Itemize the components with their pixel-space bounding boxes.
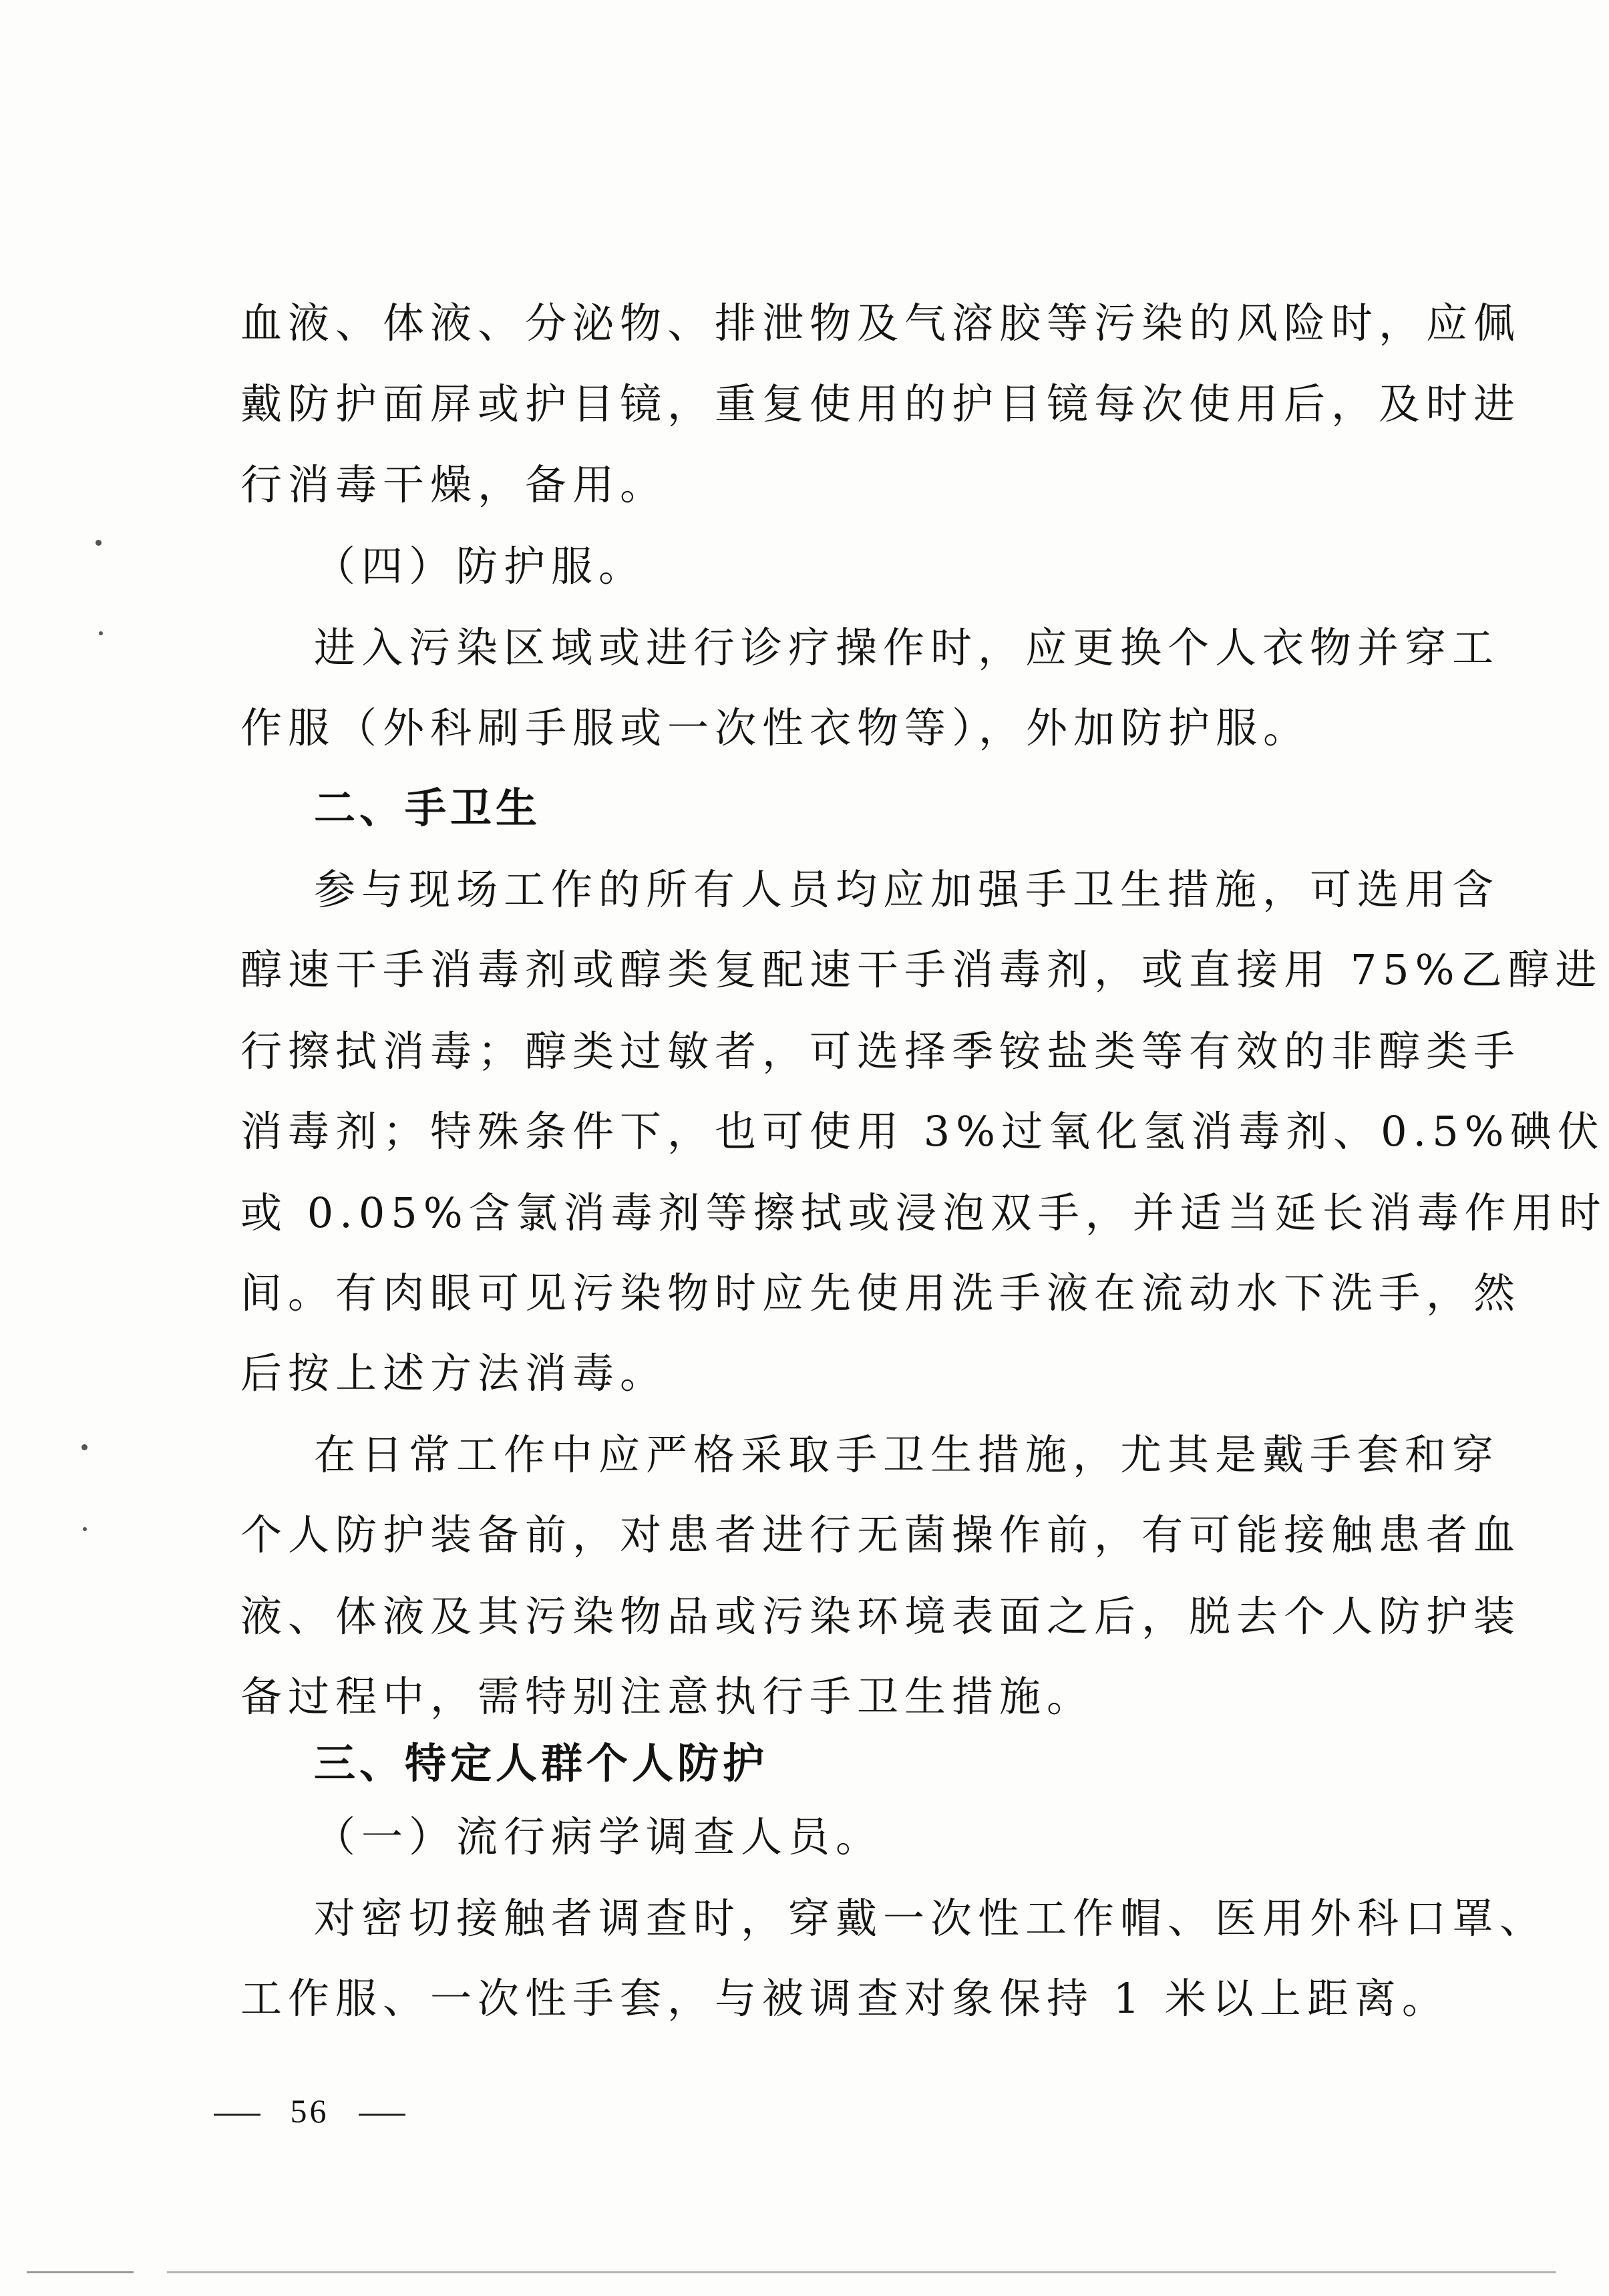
page-bottom-rule [167,2271,1556,2273]
page-number-dash-left [214,2114,260,2116]
section-heading: 三、特定人群个人防护 [314,1739,769,1788]
body-text-line: 进入污染区域或进行诊疗操作时，应更换个人衣物并穿工 [314,623,1500,672]
body-text-line: 后按上述方法消毒。 [240,1349,668,1398]
body-text-line: 行消毒干燥，备用。 [240,460,668,509]
body-text-line: 在日常工作中应严格采取手卫生措施，尤其是戴手套和穿 [314,1430,1500,1479]
subsection-heading: （四）防护服。 [314,542,647,591]
body-text-line: 参与现场工作的所有人员均应加强手卫生措施，可选用含 [314,865,1500,914]
body-text-line: 个人防护装备前，对患者进行无菌操作前，有可能接触患者血 [240,1510,1522,1559]
scan-speck [99,631,103,635]
page-bottom-rule [27,2271,134,2273]
page-number [214,2084,405,2138]
body-text-line: 醇速干手消毒剂或醇类复配速干手消毒剂，或直接用 75%乙醇进 [240,945,1603,994]
body-text-line: 备过程中，需特别注意执行手卫生措施。 [240,1672,1095,1721]
body-text-line: 工作服、一次性手套，与被调查对象保持 1 米以上距离。 [240,1974,1449,2023]
body-text-line: 戴防护面屏或护目镜，重复使用的护目镜每次使用后，及时进 [240,379,1522,428]
body-text-line: 间。有肉眼可见污染物时应先使用洗手液在流动水下洗手，然 [240,1269,1522,1317]
body-text-line: 液、体液及其污染物品或污染环境表面之后，脱去个人防护装 [240,1592,1522,1641]
page-number-value: 56 [290,2092,329,2130]
body-text-line: 对密切接触者调查时，穿戴一次性工作帽、医用外科口罩、 [314,1894,1548,1943]
body-text-line: 消毒剂；特殊条件下，也可使用 3%过氧化氢消毒剂、0.5%碘伏 [240,1107,1605,1156]
body-text-line: 作服（外科刷手服或一次性衣物等），外加防护服。 [240,703,1311,752]
section-heading: 二、手卫生 [314,784,542,832]
subsection-heading: （一）流行病学调查人员。 [314,1812,884,1861]
scan-speck [96,540,102,546]
body-text-line: 或 0.05%含氯消毒剂等擦拭或浸泡双手，并适当延长消毒作用时 [240,1188,1607,1237]
page-number-dash-right [359,2114,405,2116]
scan-speck [83,1527,87,1531]
body-text-line: 行擦拭消毒；醇类过敏者，可选择季铵盐类等有效的非醇类手 [240,1027,1522,1076]
scan-speck [81,1444,87,1450]
body-text-line: 血液、体液、分泌物、排泄物及气溶胶等污染的风险时，应佩 [240,299,1522,347]
